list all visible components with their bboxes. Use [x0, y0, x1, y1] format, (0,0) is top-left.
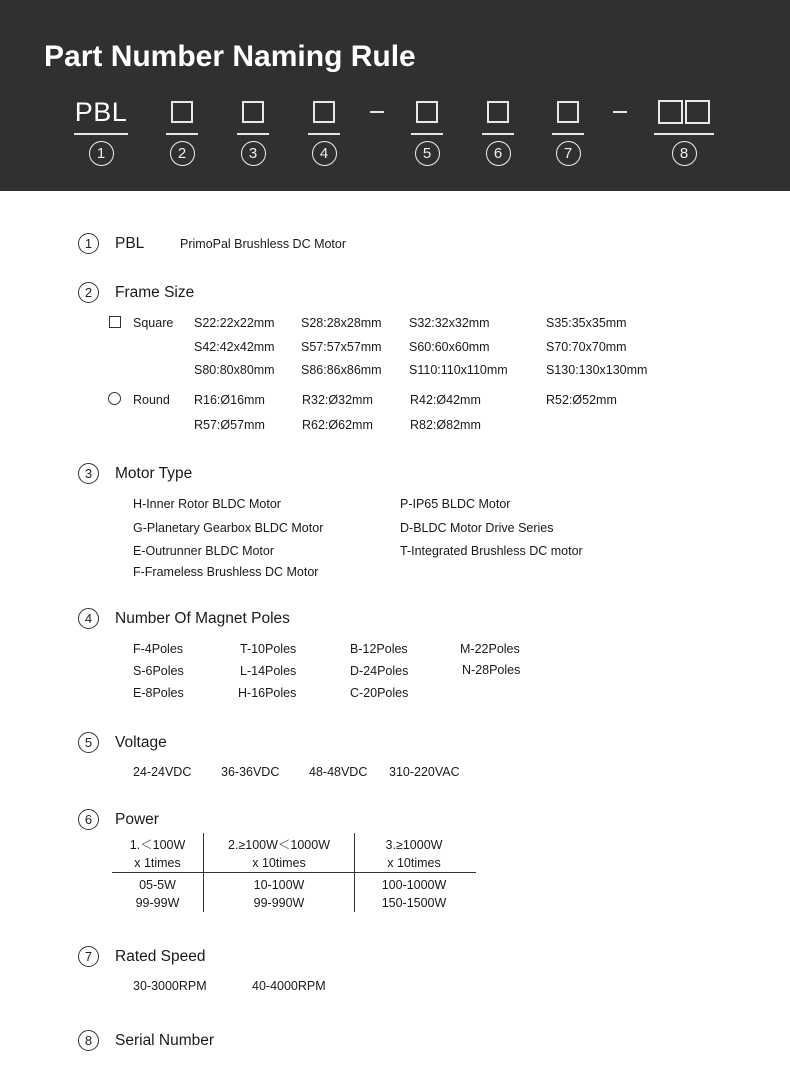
power-values-1 [112, 876, 203, 912]
section-title: Rated Speed [115, 948, 206, 965]
square-label: Square [133, 316, 174, 330]
frame-size-item: S80:80x80mm [194, 363, 275, 377]
code-underline [308, 133, 340, 135]
power-value: 10-100W [253, 878, 305, 892]
pole-item: B-12Poles [350, 642, 408, 656]
code-underline [552, 133, 584, 135]
pole-item: M-22Poles [460, 642, 520, 656]
frame-size-item: S28:28x28mm [301, 316, 382, 330]
code-position-7 [552, 96, 584, 176]
frame-size-item: S42:42x42mm [194, 340, 275, 354]
pole-item: N-28Poles [462, 663, 521, 677]
pole-item: D-24Poles [350, 664, 409, 678]
voltage-item: 24-24VDC [133, 765, 192, 779]
frame-size-item: S22:22x22mm [194, 316, 275, 330]
code-position-1 [74, 96, 128, 176]
pole-item: F-4Poles [133, 642, 184, 656]
frame-size-item: R57:Ø57mm [194, 418, 265, 432]
round-shape-icon [108, 392, 121, 405]
code-prefix: PBL [74, 96, 128, 127]
power-value: 100-1000W [381, 878, 447, 892]
position-number: 6 [486, 141, 511, 166]
section-title: Frame Size [115, 284, 195, 301]
power-header-multiplier: x 10times [252, 856, 306, 870]
code-position-3 [237, 96, 269, 176]
position-number: 5 [415, 141, 440, 166]
section-title: PBL [115, 235, 145, 252]
voltage-item: 36-36VDC [221, 765, 280, 779]
power-value: 99-99W [135, 896, 180, 910]
placeholder-box-icon [685, 100, 710, 124]
frame-size-item: R16:Ø16mm [194, 393, 265, 407]
power-header-multiplier: x 10times [387, 856, 441, 870]
speed-item: 30-3000RPM [133, 979, 207, 993]
frame-size-item: S57:57x57mm [301, 340, 382, 354]
power-column-1 [112, 836, 203, 872]
table-divider [112, 872, 476, 873]
code-position-2 [166, 96, 198, 176]
code-position-6 [482, 96, 514, 176]
section-number: 1 [78, 233, 99, 254]
frame-size-item: S86:86x86mm [301, 363, 382, 377]
frame-size-item: R62:Ø62mm [302, 418, 373, 432]
frame-size-item: S130:130x130mm [546, 363, 648, 377]
power-header-range: 1.＜100W [129, 838, 186, 852]
frame-size-item: R32:Ø32mm [302, 393, 373, 407]
table-column-divider [354, 833, 355, 912]
section-title: Power [115, 811, 159, 828]
position-number: 8 [672, 141, 697, 166]
square-shape-icon [109, 316, 121, 328]
pole-item: H-16Poles [238, 686, 297, 700]
code-separator-dash [613, 111, 627, 113]
code-underline [654, 133, 714, 135]
code-underline [237, 133, 269, 135]
placeholder-box-icon [313, 101, 335, 123]
power-value: 150-1500W [381, 896, 447, 910]
frame-size-item: R42:Ø42mm [410, 393, 481, 407]
motor-type-item: G-Planetary Gearbox BLDC Motor [133, 521, 324, 535]
code-underline [411, 133, 443, 135]
frame-size-item: S110:110x110mm [409, 363, 508, 377]
frame-size-item: R82:Ø82mm [410, 418, 481, 432]
power-column-3 [355, 836, 473, 872]
placeholder-box-icon [171, 101, 193, 123]
frame-size-item: S35:35x35mm [546, 316, 627, 330]
code-underline [74, 133, 128, 135]
speed-item: 40-4000RPM [252, 979, 326, 993]
position-number: 7 [556, 141, 581, 166]
position-number: 1 [89, 141, 114, 166]
motor-type-item: E-Outrunner BLDC Motor [133, 544, 275, 558]
position-number: 2 [170, 141, 195, 166]
frame-size-item: S32:32x32mm [409, 316, 490, 330]
voltage-item: 48-48VDC [309, 765, 368, 779]
header-banner [0, 0, 790, 191]
frame-size-item: S60:60x60mm [409, 340, 490, 354]
motor-type-item: H-Inner Rotor BLDC Motor [133, 497, 281, 511]
page-title: Part Number Naming Rule [44, 40, 416, 73]
power-column-2 [204, 836, 354, 872]
code-position-8 [654, 96, 714, 176]
pole-item: T-10Poles [240, 642, 297, 656]
position-number: 3 [241, 141, 266, 166]
placeholder-box-icon [557, 101, 579, 123]
section-title: Voltage [115, 734, 167, 751]
code-underline [166, 133, 198, 135]
motor-type-item: F-Frameless Brushless DC Motor [133, 565, 319, 579]
section-number: 4 [78, 608, 99, 629]
section-number: 7 [78, 946, 99, 967]
section-title: Motor Type [115, 465, 193, 482]
placeholder-box-icon [658, 100, 683, 124]
frame-size-item: R52:Ø52mm [546, 393, 617, 407]
code-separator-dash [370, 111, 384, 113]
section-description: PrimoPal Brushless DC Motor [180, 237, 347, 251]
power-values-3 [355, 876, 473, 912]
section-number: 6 [78, 809, 99, 830]
power-table [112, 833, 476, 913]
power-value: 05-5W [139, 878, 176, 892]
section-number: 3 [78, 463, 99, 484]
pole-item: C-20Poles [350, 686, 409, 700]
section-number: 5 [78, 732, 99, 753]
placeholder-box-icon [242, 101, 264, 123]
pole-item: L-14Poles [240, 664, 297, 678]
power-header-range: 3.≥1000W [385, 838, 443, 852]
power-value: 99-990W [253, 896, 305, 910]
position-number: 4 [312, 141, 337, 166]
section-number: 2 [78, 282, 99, 303]
code-underline [482, 133, 514, 135]
motor-type-item: D-BLDC Motor Drive Series [400, 521, 554, 535]
power-header-multiplier: x 1times [134, 856, 181, 870]
pole-item: S-6Poles [133, 664, 184, 678]
pole-item: E-8Poles [133, 686, 184, 700]
motor-type-item: T-Integrated Brushless DC motor [400, 544, 583, 558]
voltage-item: 310-220VAC [389, 765, 460, 779]
motor-type-item: P-IP65 BLDC Motor [400, 497, 511, 511]
section-number: 8 [78, 1030, 99, 1051]
placeholder-box-icon [416, 101, 438, 123]
power-values-2 [204, 876, 354, 912]
table-column-divider [203, 833, 204, 912]
placeholder-box-icon [487, 101, 509, 123]
code-position-5 [411, 96, 443, 176]
power-header-range: 2.≥100W＜1000W [227, 838, 331, 852]
code-position-4 [308, 96, 340, 176]
section-title: Serial Number [115, 1032, 215, 1049]
frame-size-item: S70:70x70mm [546, 340, 627, 354]
section-title: Number Of Magnet Poles [115, 610, 290, 627]
round-label: Round [133, 393, 170, 407]
